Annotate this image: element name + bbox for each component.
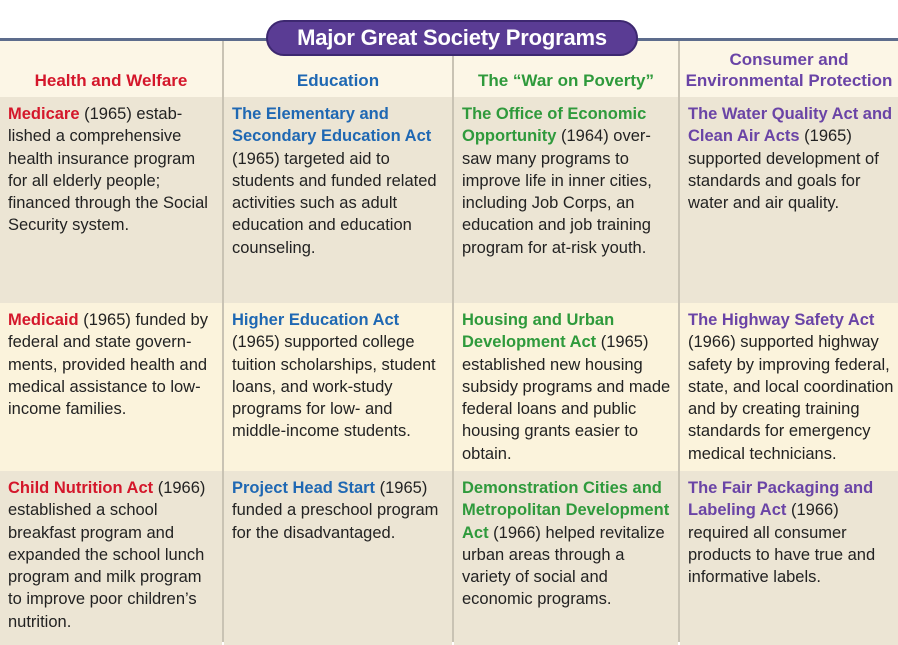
program-description: (1964) over-saw many programs to improve life in inner cities, including Job Corps, an education and job training program for at-risk youth. — [462, 127, 652, 257]
column-header: Consumer and Environmental Protection — [680, 41, 898, 97]
program-name: The Highway Safety Act — [688, 311, 875, 329]
program-cell — [454, 303, 678, 471]
column-header: Health and Welfare — [0, 41, 222, 97]
column-war-on-poverty — [454, 41, 678, 642]
program-description: (1965) targeted aid to students and funded related activities such as adult education and education counseling. — [232, 149, 437, 257]
program-name: The Fair Packaging and Labeling Act — [688, 479, 874, 520]
program-description: (1965) estab-lished a comprehensive health insurance program for all elderly people; financed through the Social Security system. — [8, 105, 208, 235]
program-name: The Elementary and Secondary Education Act — [232, 105, 432, 146]
column-consumer-environmental — [680, 41, 898, 642]
program-description: (1965) funded by federal and state govern-ments, provided health and medical assistance to low-income families. — [8, 311, 208, 419]
column-divider — [452, 41, 454, 642]
table-title: Major Great Society Programs — [266, 20, 638, 56]
program-description: (1966) established a school breakfast program and expanded the school lunch program and milk program to improve poor children’s nutrition. — [8, 479, 206, 631]
column-divider — [678, 41, 680, 642]
program-name: Medicaid — [8, 311, 79, 329]
program-cell — [0, 471, 222, 645]
program-cell — [224, 471, 452, 645]
program-description: (1965) funded a preschool program for the disadvantaged. — [232, 479, 439, 542]
program-description: (1966) required all consumer products to have true and informative labels. — [688, 501, 876, 587]
column-header: Education — [224, 41, 452, 97]
program-name: The Office of Economic Opportunity — [462, 105, 647, 146]
program-name: Project Head Start — [232, 479, 376, 497]
program-name: The Water Quality Act and Clean Air Acts — [688, 105, 893, 146]
program-description: (1965) supported development of standards and goals for water and air quality. — [688, 127, 879, 213]
program-name: Demonstration Cities and Metropolitan Development Act — [462, 479, 670, 542]
program-cell — [680, 303, 898, 471]
column-divider — [222, 41, 224, 642]
program-cell — [0, 303, 222, 471]
program-name: Housing and Urban Development Act — [462, 311, 615, 352]
program-cell — [224, 303, 452, 471]
program-description: (1965) established new housing subsidy programs and made federal loans and public housing grants easier to obtain. — [462, 333, 671, 463]
program-name: Medicare — [8, 105, 80, 123]
program-cell — [680, 471, 898, 645]
program-description: (1966) supported highway safety by improving federal, state, and local coordination and by creating training standards for emergency medical technicians. — [688, 333, 894, 463]
program-cell — [0, 97, 222, 303]
column-header: The “War on Poverty” — [454, 41, 678, 97]
program-cell — [454, 471, 678, 645]
column-education — [224, 41, 452, 642]
program-description: (1965) supported college tuition scholarships, student loans, and work-study programs for low- and middle-income students. — [232, 333, 436, 441]
program-description: (1966) helped revitalize urban areas through a variety of social and economic programs. — [462, 523, 665, 609]
column-health-welfare — [0, 41, 222, 642]
program-cell — [680, 97, 898, 303]
program-name: Child Nutrition Act — [8, 479, 154, 497]
program-name: Higher Education Act — [232, 311, 400, 329]
program-cell — [454, 97, 678, 303]
program-cell — [224, 97, 452, 303]
